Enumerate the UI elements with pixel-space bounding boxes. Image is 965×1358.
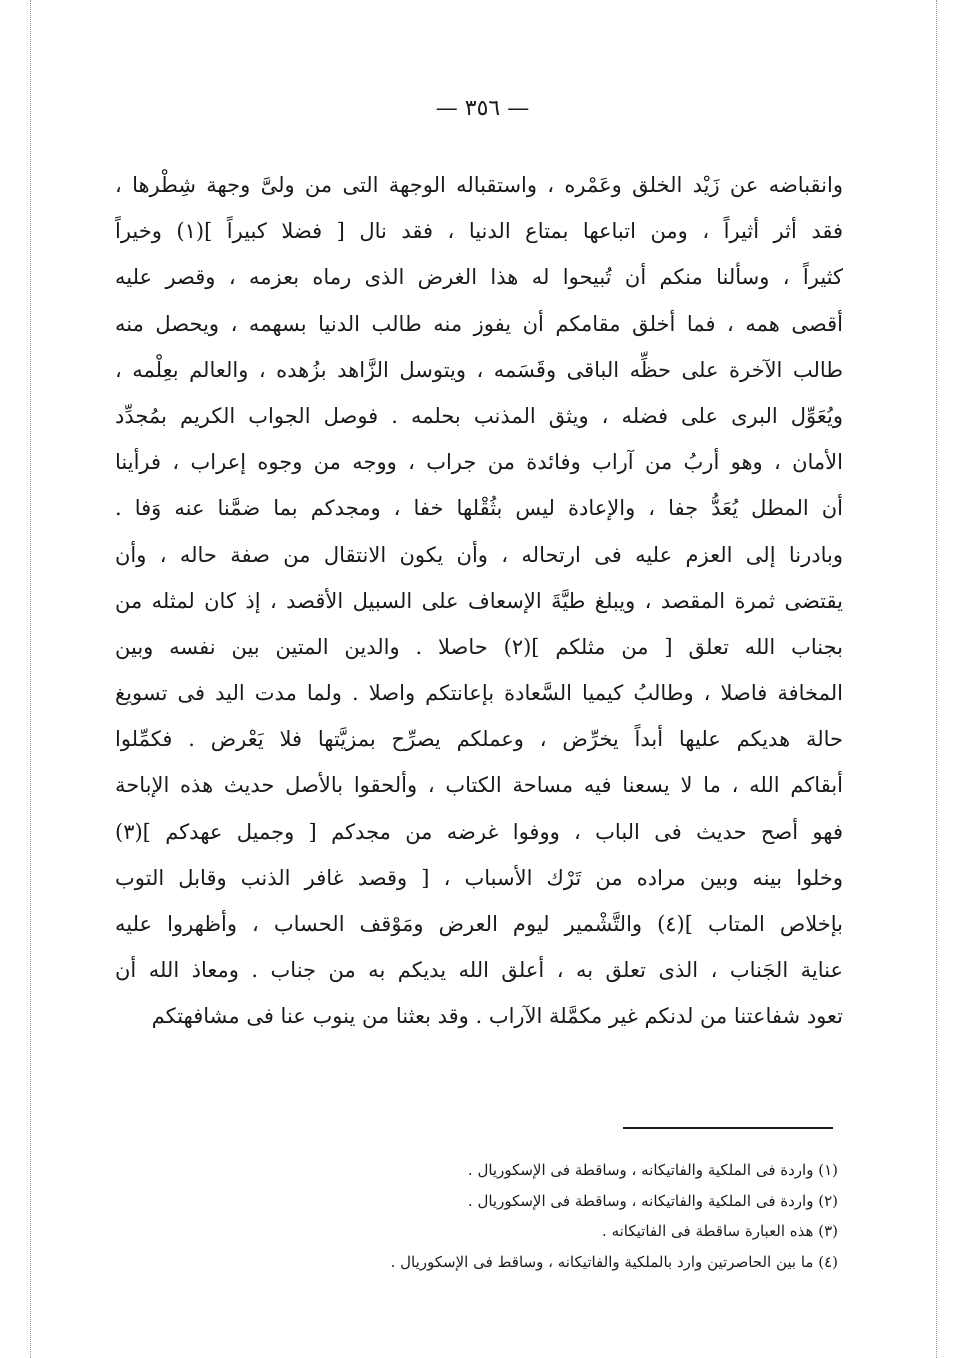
text-line: ويُعَوِّل البرى على فضله ، ويثق المذنب بحلمه . فوصل الجواب الكريم بمُجدِّد — [115, 403, 843, 428]
text-line: عناية الجَناب ، الذى تعلق به ، أعلق الله يديكم به من جناب . ومعاذ الله أن — [115, 958, 843, 983]
text-line: المخافة فاصلا ، وطالبُ كيميا السَّعادة بإعانتكم واصلا . ولما مدت اليد فى تسويغ — [115, 681, 843, 706]
text-line: الأمان ، وهو أربُ من آراب وفائدة من جراب ، ووجه من وجوه إعراب ، فرأينا — [115, 450, 843, 475]
text-line: فهو أصح حديث فى الباب ، ووفوا غرضه من مجدكم [ وجميل عهدكم ](٣) — [115, 819, 843, 844]
text-line: وخلوا بينه وبين مراده من تَرْك الأسباب ، [ وقصد غافر الذنب وقابل التوب — [115, 865, 843, 890]
body-text — [115, 162, 843, 1040]
footnote-1: (١) واردة فى الملكية والفاتيكانه ، وساقطة فى الإسكوريال . — [467, 1161, 838, 1179]
text-line: حالة هديكم عليها أبداً يخرِّض ، وعملكم يصرِّح بمزيَّتها فلا يَعْرض . فكمِّلوا — [115, 727, 843, 752]
footnote-3: (٣) هذه العبارة ساقطة فى الفاتيكانه . — [602, 1222, 838, 1240]
footnote-2: (٢) واردة فى الملكية والفاتيكانه ، وساقطة فى الإسكوريال . — [467, 1191, 838, 1210]
text-line: فقد أثر أثيراً ، ومن اتباعها بمتاع الدنيا ، فقد نال [ فضلا كبيراً ](١) وخيراً — [115, 219, 843, 244]
text-line: وانقباضه عن زَيْد الخلق وعَمْره ، واستقباله الوجهة التى من ولىَّ وجهة شِطْرها ، — [115, 173, 843, 197]
footnotes — [250, 1155, 838, 1277]
text-line: أقصى همه ، فما أخلق مقامكم أن يفوز منه طالب الدنيا بسهمه ، ويحصل منه — [115, 311, 843, 336]
page-number: — ٣٥٦ — — [435, 96, 530, 121]
scan-edge-right — [936, 0, 937, 1358]
text-line: كثيراً ، وسألنا منكم أن تُبيحوا له هذا الغرض الذى رماه بعزمه ، وقصر عليه — [115, 265, 843, 290]
footnote-divider — [623, 1127, 833, 1129]
text-line: يقتضى ثمرة المقصد ، ويبلغ طيَّةَ الإسعاف على السبيل الأقصد ، إذ كان لمثله من — [115, 588, 843, 613]
text-line: بإخلاص المتاب ](٤) والتَّشْمير ليوم العرض ومَوْقف الحساب ، وأظهروا عليه — [115, 912, 843, 936]
text-line: وبادرنا إلى العزم عليه فى ارتحاله ، وأن يكون الانتقال من صفة حاله ، وأن — [115, 542, 843, 567]
text-line: بجناب الله تعلق [ من مثلكم ](٢) حاصلا . والدين المتين بين نفسه وبين — [115, 634, 843, 659]
text-line: أن المطل يُعَدُّ جفا ، والإعادة ليس بثُقْلها خفا ، ومجدكم بما ضمَّنا عنه وَفا . — [115, 496, 843, 521]
text-line: أبقاكم الله ، ما لا يسعنا فيه مساحة الكتاب ، وألحقوا بالأصل حديث هذه الإباحة — [115, 773, 843, 798]
text-line: تعود شفاعتنا من لدنكم غير مكمَّلة الآراب . وقد بعثنا من ينوب عنا فى مشافهتكم — [151, 1004, 843, 1029]
footnote-4: (٤) ما بين الحاصرتين وارد بالملكية والفاتيكانه ، وساقط فى الإسكوريال . — [390, 1252, 838, 1271]
scan-edge-left — [30, 0, 31, 1358]
text-line: طالب الآخرة على حظِّه الباقى وقَسَمه ، ويتوسل الزَّاهد بزُهده ، والعالم بعِلْمه ، — [115, 357, 843, 382]
